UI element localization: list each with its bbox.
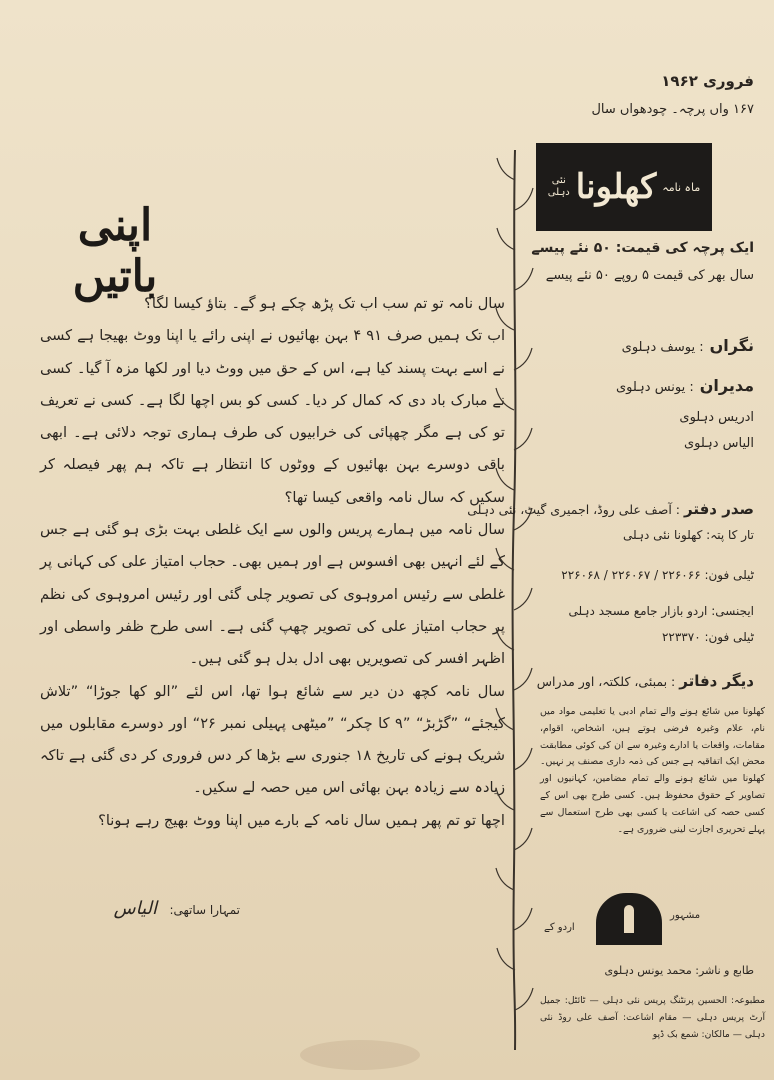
- supervisor-name: : یوسف دہلوی: [621, 340, 704, 355]
- masthead-city-bottom: دہلی: [547, 187, 570, 198]
- editorial-paragraph: اب تک ہمیں صرف ۹۱ ۴ بہن بھائیوں نے اپنی رائے یا اپنا ووٹ بھیجا ہے کسی نے اسے بہت پسند کیا ہے، اس کے حق میں ووٹ دیا اور لکھا مزہ آ گیا۔ کسی نے مبارک باد دی کہ کمال کر دیا۔ کسی کو بس اچھا لگا ہے۔ کسی نے تعریف تو کی ہے مگر چھپائی کی خرابیوں کی طرف ہماری توجہ دلائی ہے۔ ابھی باقی دوسرے بہن بھائیوں کے ووٹوں کا انتظار ہے تاکہ ہم پھر فیصلہ کر سکیں کہ سال نامہ واقعی کیسا تھا؟: [40, 327, 506, 506]
- editor-name: الیاس دہلوی: [683, 436, 754, 451]
- editor-name: : یونس دہلوی: [615, 380, 694, 395]
- printer-publisher: طابع و ناشر: محمد یونس دہلوی: [604, 964, 754, 977]
- masthead-prefix: ماہ نامہ: [662, 180, 701, 194]
- editorial-paragraph: سال نامہ کچھ دن دیر سے شائع ہوا تھا، اس لئے ”الو کھا جوڑا“ ”تلاش کیجئے“ ”گڑبڑ“ ”۹ کا چکر“ ”میٹھی پہیلی نمبر ۲۶“ اور دوسرے مقابلوں میں شریک ہونے کی تاریخ ۱۸ جنوری سے بڑھا کر دس فروری کر دی گئی ہے تاکہ زیادہ سے زیادہ بہن بھائی اس میں حصہ لے سکیں۔: [40, 682, 506, 797]
- head-office-row: [467, 500, 754, 518]
- supervisor-row: [622, 336, 754, 355]
- masthead-city: [548, 175, 570, 199]
- editorial-paragraph: سال نامہ میں ہمارے پریس والوں سے ایک غلطی بہت بڑی ہو گئی ہے جس کے لئے انہیں بھی افسوس ہے اور ہمیں بھی۔ حجاب امتیاز علی کی کہانی پر غلطی سے رئیس امروہوی کی تصویر چلی گئی اور رئیس امروہوی کی نظم پر حجاب امتیاز علی کی تصویر چھپ گئی ہے۔ اسی طرح ظفر واسطی اور اظہر افسر کی تصویریں بھی ادل بدل ہو گئی ہیں۔: [40, 521, 505, 668]
- logo-caption-left: اردو کے: [544, 922, 575, 933]
- editorial-heading: اپنی باتیں: [72, 200, 158, 302]
- paper-stain: [300, 1040, 420, 1070]
- signature: الیاس: [113, 898, 157, 919]
- head-office-role: صدر دفتر: [684, 500, 754, 518]
- telegraph-address: تار کا پتہ: کھلونا نئی دہلی: [623, 528, 754, 542]
- other-offices-list: : بمبئی، کلکتہ، اور مدراس: [536, 674, 676, 689]
- price-single: ایک پرچہ کی قیمت: ۵۰ نئے پیسے: [531, 240, 754, 256]
- supervisor-role: نگراں: [709, 336, 754, 355]
- other-offices-role: دیگر دفاتر: [679, 672, 754, 690]
- head-office-address: : آصف علی روڈ، اجمیری گیٹ، نئی دہلی: [467, 502, 680, 517]
- publisher-logo-icon: [596, 893, 662, 945]
- masthead-city-top: نئی: [551, 175, 566, 186]
- masthead: [536, 143, 712, 231]
- editorial-paragraph: اچھا تو تم پھر ہمیں سال نامہ کے بارے میں اپنا ووٹ بھیج رہے ہونا؟: [98, 811, 505, 829]
- editors-role: مدیران: [699, 376, 754, 395]
- issue-date: فروری ۱۹۶۲: [661, 72, 754, 90]
- other-offices-row: [537, 672, 754, 690]
- editorial-body: [40, 288, 505, 837]
- vine-divider-icon: [490, 150, 540, 1050]
- masthead-title: کھلونا: [575, 167, 657, 207]
- signoff-label: تمہارا ساتھی:: [169, 903, 240, 917]
- print-credits: مطبوعہ: الحسین پرنٹنگ پریس نئی دہلی — ٹائٹل: جمیل آرٹ پریس دہلی — مقام اشاعت: آصف علی روڈ نئی دہلی — مالکان: شمع بک ڈپو: [540, 995, 765, 1040]
- agency-phone: ٹیلی فون: ۲۲۳۳۷۰: [661, 630, 754, 644]
- editorial-paragraph: سال نامہ تو تم سب اب تک پڑھ چکے ہو گے۔ بتاؤ کیسا لگا؟: [144, 295, 505, 312]
- price-annual: سال بھر کی قیمت ۵ روپے ۵۰ نئے پیسے: [545, 268, 754, 283]
- editor-name: ادریس دہلوی: [679, 410, 754, 425]
- logo-caption-right: مشہور: [670, 910, 701, 921]
- agency-address: ایجنسی: اردو بازار جامع مسجد دہلی: [568, 604, 754, 618]
- phone-numbers: ٹیلی فون: ۲۲۶۰۶۶ / ۲۲۶۰۶۷ / ۲۲۶۰۶۸: [561, 568, 754, 582]
- issue-number: ۱۶۷ واں پرچہ۔ چودھواں سال: [591, 102, 754, 117]
- signoff: [40, 898, 240, 919]
- editors-row: [616, 376, 754, 395]
- legal-notice: کھلونا میں شائع ہونے والے تمام ادبی یا تعلیمی مواد میں نام، علام وغیرہ فرضی ہوتے ہیں، اشخاص، اقوام، مقامات، واقعات یا ادارے وغیرہ سے ان کی کوئی مطابقت محض ایک اتفاقیہ ہے جس کی ذمہ داری مصنف پر نہیں۔ کھلونا میں شائع ہونے والے تمام مضامین، کہانیوں اور تصاویر کے حقوق محفوظ ہیں۔ کسی طرح بھی اس کے کسی حصہ کی اشاعت یا کسی بھی طرح استعمال سے پہلے تحریری اجازت لینی ضروری ہے۔: [540, 706, 765, 835]
